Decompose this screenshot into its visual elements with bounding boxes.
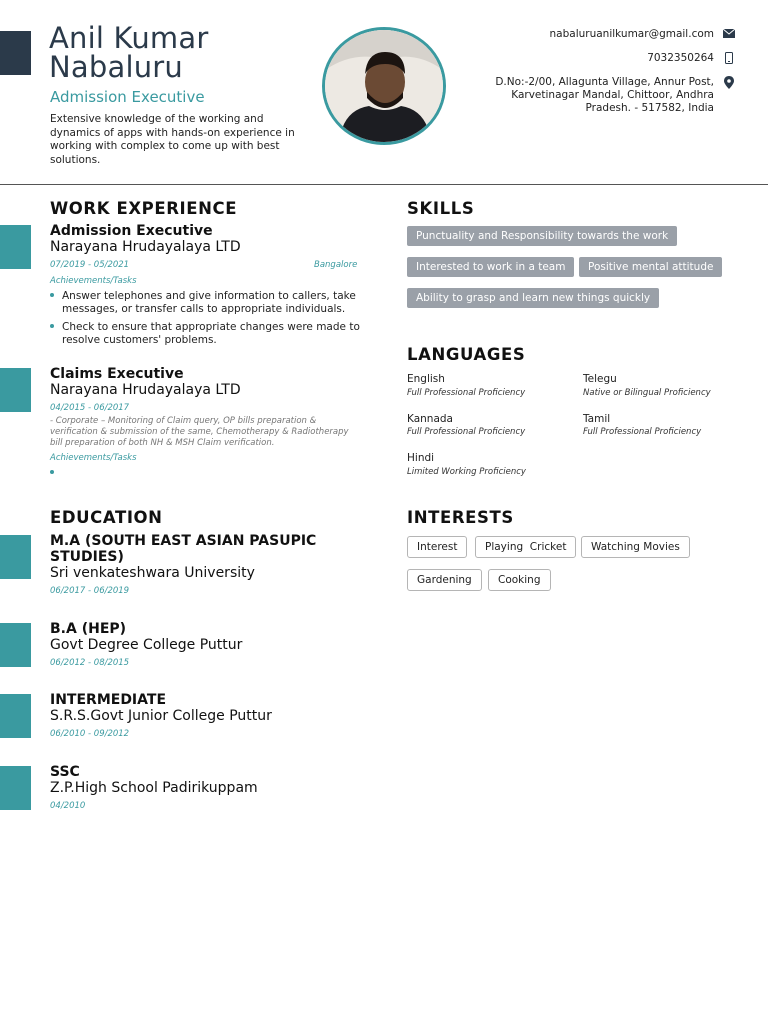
interest-chip: Gardening [407, 569, 482, 591]
envelope-icon [722, 28, 736, 42]
header-divider [0, 184, 768, 185]
work-section-title: WORK EXPERIENCE [50, 199, 238, 218]
education-section-title: EDUCATION [50, 508, 163, 527]
job-company: Narayana Hrudayalaya LTD [50, 382, 241, 398]
language-level: Full Professional Proficiency [407, 427, 526, 437]
job-title: Admission Executive [50, 223, 213, 239]
last-name: Nabaluru [49, 50, 183, 84]
skill-chip: Positive mental attitude [579, 257, 722, 277]
education-school: Z.P.High School Padirikuppam [50, 780, 258, 796]
education-accent-block [0, 694, 31, 738]
education-dates: 04/2010 [50, 801, 86, 811]
languages-section-title: LANGUAGES [407, 345, 526, 364]
education-accent-block [0, 766, 31, 810]
education-accent-block [0, 623, 31, 667]
language-name: Telegu [583, 373, 617, 385]
skill-chip: Ability to grasp and learn new things quickly [407, 288, 659, 308]
education-school: S.R.S.Govt Junior College Puttur [50, 708, 272, 724]
role-title: Admission Executive [50, 88, 205, 106]
name-heading [49, 21, 209, 84]
language-name: Kannada [407, 413, 453, 425]
interest-chip: Cooking [488, 569, 551, 591]
education-school: Sri venkateshwara University [50, 565, 255, 581]
language-level: Full Professional Proficiency [583, 427, 702, 437]
interests-section-title: INTERESTS [407, 508, 514, 527]
education-dates: 06/2012 - 08/2015 [50, 658, 130, 668]
skill-chip: Punctuality and Responsibility towards the work [407, 226, 677, 246]
profile-photo-image [325, 30, 443, 142]
interest-chip: Playing Cricket [475, 536, 576, 558]
job-title: Claims Executive [50, 366, 184, 382]
language-name: Hindi [407, 452, 435, 464]
language-level: Limited Working Proficiency [407, 467, 526, 477]
interest-chip: Interest [407, 536, 467, 558]
job-bullet: Answer telephones and give information to callers, take messages, or transfer calls to appropriate individuals. [62, 290, 356, 315]
job-description: - Corporate – Monitoring of Claim query, OP bills preparation & verification & submission of the same, Chemotherapy & Radiotherapy bill preparation of both NH & MSH Claim verification. [50, 416, 349, 448]
education-dates: 06/2017 - 06/2019 [50, 586, 130, 596]
education-degree: M.A (SOUTH EAST ASIAN PASUPIC STUDIES) [50, 533, 317, 565]
job-dates: 04/2015 - 06/2017 [50, 403, 130, 413]
location-pin-icon [722, 76, 736, 90]
achievements-label: Achievements/Tasks [50, 453, 137, 463]
education-accent-block [0, 535, 31, 579]
bullet-dot [50, 293, 54, 297]
profile-photo [322, 27, 446, 145]
contact-phone[interactable]: 7032350264 [647, 52, 714, 64]
language-name: Tamil [583, 413, 611, 425]
skills-section-title: SKILLS [407, 199, 475, 218]
phone-icon [722, 52, 736, 66]
header-accent-block [0, 31, 31, 75]
contact-address: D.No:-2/00, Allagunta Village, Annur Post, Karvetinagar Mandal, Chittoor, Andhra Pradesh. - 517582, India [495, 76, 714, 114]
education-degree: INTERMEDIATE [50, 692, 167, 708]
job-accent-block [0, 368, 31, 412]
language-name: English [407, 373, 445, 385]
job-bullet: Check to ensure that appropriate changes were made to resolve customers' problems. [62, 321, 360, 346]
bullet-dot [50, 470, 54, 474]
education-school: Govt Degree College Puttur [50, 637, 243, 653]
contact-email[interactable]: nabaluruanilkumar@gmail.com [549, 28, 714, 40]
first-name: Anil Kumar [49, 21, 209, 55]
interest-chip: Watching Movies [581, 536, 690, 558]
education-degree: SSC [50, 764, 80, 780]
language-level: Native or Bilingual Proficiency [583, 388, 711, 398]
bullet-dot [50, 324, 54, 328]
job-accent-block [0, 225, 31, 269]
education-degree: B.A (HEP) [50, 621, 127, 637]
language-level: Full Professional Proficiency [407, 388, 526, 398]
skill-chip: Interested to work in a team [407, 257, 574, 277]
achievements-label: Achievements/Tasks [50, 276, 137, 286]
job-company: Narayana Hrudayalaya LTD [50, 239, 241, 255]
job-dates: 07/2019 - 05/2021 [50, 260, 130, 270]
summary-text: Extensive knowledge of the working and dynamics of apps with hands-on experience in working with complex to come up with best solutions. [50, 113, 295, 166]
education-dates: 06/2010 - 09/2012 [50, 729, 130, 739]
job-location: Bangalore [314, 260, 358, 270]
